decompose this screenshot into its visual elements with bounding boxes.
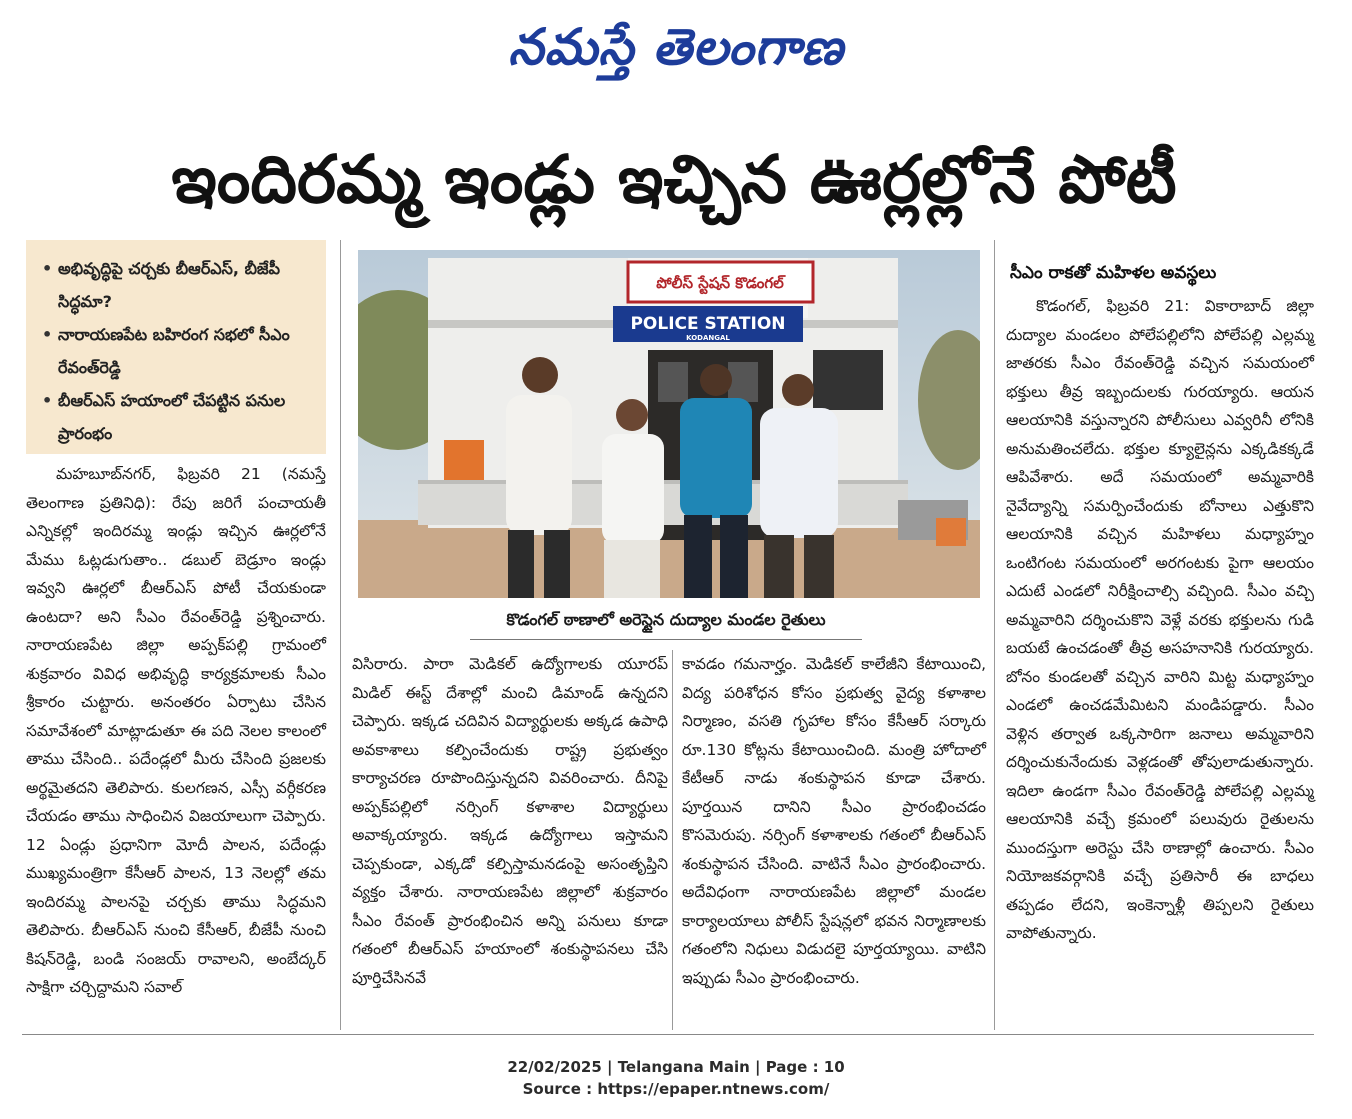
highlight-item: • బీఆర్ఎస్ హయాంలో చేపట్టిన పనుల ప్రారంభం	[42, 384, 316, 450]
article-column-3	[682, 650, 986, 1030]
highlight-item: • నారాయణపేట బహిరంగ సభలో సీఎం రేవంత్‌రెడ్డి	[42, 318, 316, 384]
highlights-box	[26, 240, 326, 454]
news-photo	[358, 250, 980, 598]
column-text: కొడంగల్, ఫిబ్రవరి 21: వికారాబాద్ జిల్లా దుద్యాల మండలం పోలేపల్లిలోని పోలేపల్లి ఎల్లమ్మ జాతరకు సీఎం రేవంత్‌రెడ్డి వచ్చిన సమయంలో భక్తులు తీవ్ర ఇబ్బందులకు గురయ్యారు. ఆయన ఆలయానికి వస్తున్నారని పోలీసులు ఎవ్వరినీ లోనికి అనుమతించలేదు. భక్తుల క్యూలైన్లను ఎక్కడికక్కడే ఆపివేశారు. అదే సమయంలో అమ్మవారికి నైవేద్యాన్ని సమర్పించేందుకు బోనాలు ఎత్తుకొని ఆలయానికి వచ్చిన మహిళలు మధ్యాహ్నం ఒంటిగంట సమయంలో అరగంటకు పైగా ఆలయం ఎదుటే ఎండలో నిరీక్షించాల్సి వచ్చింది. సీఎం వచ్చి అమ్మవారిని దర్శించుకొని వెళ్లే వరకు భక్తులను గుడి బయటే ఉంచడంతో తీవ్ర అసహనానికి గురయ్యారు. బోనం కుండలతో వచ్చిన వారిని మిట్ట మధ్యాహ్నం ఎండలో ఉంచడమేమిటని మండిపడ్డారు. సీఎం వెళ్లిన తర్వాత ఒక్కసారిగా జనాలు అమ్మవారిని దర్శించుకునేందుకు వెళ్లడంతో తోపులాడుతున్నారు. ఇదిలా ఉండగా సీఎం రేవంత్‌రెడ్డి పోలేపల్లి ఎల్లమ్మ ఆలయానికి వచ్చే క్రమంలో పలువురు రైతులను ముందస్తుగా అరెస్టు చేసి ఠాణాల్లో ఉంచారు. సీఎం నియోజకవర్గానికి వచ్చే ప్రతిసారీ ఈ బాధలు తప్పడం లేదని, ఇంకెన్నాళ్లీ తిప్పలని రైతులు వాపోతున్నారు.	[1006, 297, 1314, 942]
side-article-body	[1006, 292, 1314, 1030]
sign-main-text: POLICE STATION	[630, 314, 786, 334]
column-divider	[672, 650, 673, 1030]
article-headline: ఇందిరమ్మ ఇండ్లు ఇచ్చిన ఊర్లల్లోనే పోటీ	[171, 141, 1177, 218]
column-text: విసిరారు. పారా మెడికల్ ఉద్యోగాలకు యూరప్ మిడిల్ ఈస్ట్ దేశాల్లో మంచి డిమాండ్ ఉన్నదని చెప్పారు. ఇక్కడ చదివిన విద్యార్థులకు అక్కడ ఉపాధి అవకాశాలు కల్పించేందుకు రాష్ట్ర ప్రభుత్వం కార్యాచరణ రూపొందిస్తున్నదని వివరించారు. దీనిపై అప్పక్‌పల్లిలో నర్సింగ్ కళాశాల విద్యార్థులు అవాక్కయ్యారు. ఇక్కడ ఉద్యోగాలు ఇస్తామని చెప్పకుండా, ఎక్కడో కల్పిస్తామనడంపై అసంతృప్తిని వ్యక్తం చేశారు. నారాయణపేట జిల్లాలో శుక్రవారం సీఎం రేవంత్ ప్రారంభించిన అన్ని పనులు కూడా గతంలో బీఆర్ఎస్ హయాంలో శంకుస్థాపనలు చేసి పూర్తిచేసినవే	[352, 655, 668, 987]
masthead-logo	[0, 8, 1352, 86]
sign-top-text: పోలీస్ స్టేషన్ కొడంగల్	[656, 274, 784, 292]
footer-source-link[interactable]: Source : https://epaper.ntnews.com/	[522, 1080, 830, 1098]
footer-divider	[22, 1034, 1314, 1035]
article-column-1	[26, 460, 326, 1030]
side-article-heading: సీఎం రాకతో మహిళల అవస్థలు	[1010, 263, 1217, 283]
photo-caption: కొడంగల్ ఠాణాలో అరెస్టైన దుద్యాల మండల రైతులు	[470, 604, 862, 640]
footer-date-line: 22/02/2025 | Telangana Main | Page : 10	[507, 1058, 845, 1076]
highlight-item: • అభివృద్ధిపై చర్చకు బీఆర్ఎస్, బీజేపీ సిద్ధమా?	[42, 252, 316, 318]
article-column-2	[352, 650, 668, 1030]
column-text: మహబూబ్‌నగర్, ఫిబ్రవరి 21 (నమస్తే తెలంగాణ ప్రతినిధి): రేపు జరిగే పంచాయతీ ఎన్నికల్లో ఇందిరమ్మ ఇండ్లు ఇచ్చిన ఊర్లలోనే మేము ఓట్లడుగుతాం.. డబుల్ బెడ్రూం ఇండ్లు ఇవ్వని ఊర్లలో బీఆర్ఎస్ పోటీ చేయకుండా ఉంటదా? అని సీఎం రేవంత్‌రెడ్డి ప్రశ్నించారు. నారాయణపేట జిల్లా అప్పక్‌పల్లి గ్రామంలో శుక్రవారం వివిధ అభివృద్ధి కార్యక్రమాలకు సీఎం శ్రీకారం చుట్టారు. అనంతరం ఏర్పాటు చేసిన సమావేశంలో మాట్లాడుతూ ఈ పది నెలల కాలంలో తాము చేసింది.. పదేండ్లలో మీరు చేసింది ప్రజలకు అర్థమైతదని తెలిపారు. కులగణన, ఎస్సీ వర్గీకరణ చేయడం తాము సాధించిన విజయాలుగా చెప్పారు. 12 ఏండ్లు ప్రధానిగా మోదీ పాలన, పదేండ్లు ముఖ్యమంత్రిగా కేసీఆర్ పాలన, 13 నెలల్లో తమ ఇందిరమ్మ పాలనపై చర్చకు తాము సిద్ధమని తెలిపారు. బీఆర్ఎస్ నుంచి కేసీఆర్, బీజేపీ నుంచి కిషన్‌రెడ్డి, బండి సంజయ్ రావాలని, అంబేద్కర్ సాక్షిగా చర్చిద్దామని సవాల్	[26, 465, 326, 996]
masthead-title: నమస్తే తెలంగాణ	[508, 17, 844, 76]
column-text: కావడం గమనార్హం. మెడికల్ కాలేజీని కేటాయించి, విద్య పరిశోధన కోసం ప్రభుత్వ వైద్య కళాశాల నిర్మాణం, వసతి గృహాల కోసం కేసీఆర్ సర్కారు రూ.130 కోట్లను కేటాయించింది. మంత్రి హోదాలో కేటీఆర్ నాడు శంకుస్థాపన కూడా చేశారు. పూర్తయిన దానిని సీఎం ప్రారంభించడం కొసమెరుపు. నర్సింగ్ కళాశాలకు గతంలో బీఆర్ఎస్ శంకుస్థాపన చేసింది. వాటినే సీఎం ప్రారంభించారు. అదేవిధంగా నారాయణపేట జిల్లాలో మండల కార్యాలయాలు పోలీస్ స్టేషన్లలో భవన నిర్మాణాలకు గతంలోని నిధులు విడుదలై పూర్తయ్యాయి. వాటిని ఇప్పుడు సీఎం ప్రారంభించారు.	[682, 655, 986, 987]
column-divider	[340, 240, 341, 1030]
column-divider	[994, 240, 995, 1030]
sign-sub-text: KODANGAL	[686, 334, 730, 342]
